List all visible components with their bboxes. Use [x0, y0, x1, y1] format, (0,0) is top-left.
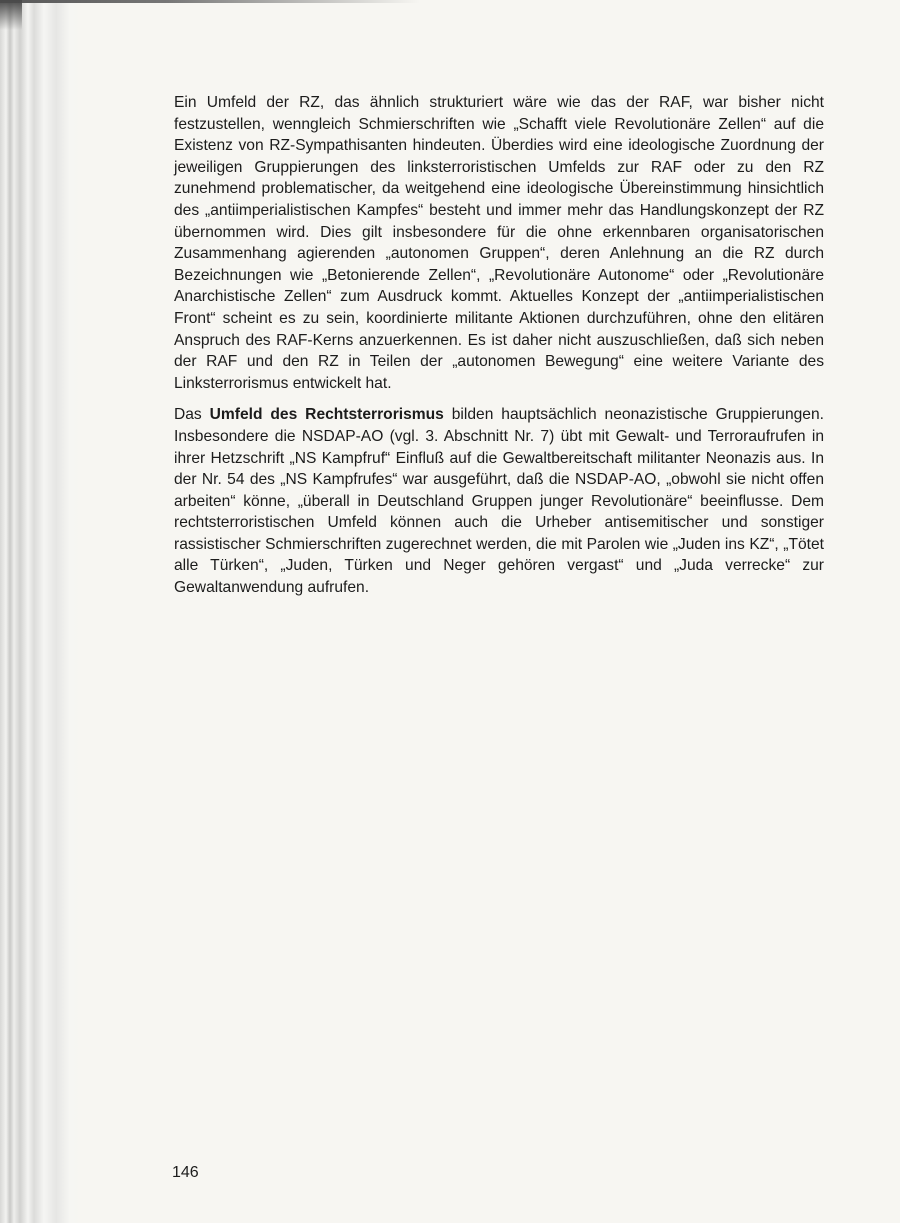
page-body [174, 92, 824, 609]
paragraph-text: Ein Umfeld der RZ, das ähnlich strukturiert wäre wie das der RAF, war bisher nicht festzustellen, wenngleich Schmierschriften wie „Schafft viele Revolutionäre Zellen“ auf die Existenz von RZ-Sympathisanten hindeuten. Überdies wird eine ideologische Zuordnung der jeweiligen Gruppierungen des linksterroristischen Umfelds zur RAF oder zu den RZ zunehmend problematischer, da weitgehend eine ideologische Übereinstimmung hinsichtlich des „antiimperialistischen Kampfes“ besteht und immer mehr das Handlungskonzept der RZ übernommen wird. Dies gilt insbesondere für die ohne erkennbaren organisatorischen Zusammenhang agierenden „autonomen Gruppen“, deren Anlehnung an die RZ durch Bezeichnungen wie „Betonierende Zellen“, „Revolutionäre Autonome“ oder „Revolutionäre Anarchistische Zellen“ zum Ausdruck kommt. Aktuelles Konzept der „antiimperialistischen Front“ scheint es zu sein, koordinierte militante Aktionen durchzuführen, ohne den elitären Anspruch des RAF-Kerns anzuerkennen. Es ist daher nicht auszuschließen, daß sich neben der RAF und den RZ in Teilen der „autonomen Bewegung“ eine weitere Variante des Linksterrorismus entwickelt hat. [174, 94, 824, 392]
paragraph-text-intro: Das [174, 406, 210, 424]
scan-top-edge [0, 0, 420, 3]
page-number: 146 [172, 1164, 199, 1181]
scan-corner-shadow [0, 0, 22, 30]
paragraph-right-wing-environment [174, 404, 824, 598]
paragraph-text-rest: bilden hauptsächlich neonazistische Gruppierungen. Insbesondere die NSDAP-AO (vgl. 3. Abschnitt Nr. 7) übt mit Gewalt- und Terroraufrufen in ihrer Hetzschrift „NS Kampfruf“ Einfluß auf die Gewaltbereitschaft militanter Neonazis aus. In der Nr. 54 des „NS Kampfrufes“ war ausgeführt, daß die NSDAP-AO, „obwohl sie nicht offen arbeiten“ könne, „überall in Deutschland Gruppen junger Revolutionäre“ beeinflusse. Dem rechtsterroristischen Umfeld können auch die Urheber antisemitischer und sonstiger rassistischer Schmierschriften zugerechnet werden, die mit Parolen wie „Juden ins KZ“, „Tötet alle Türken“, „Juden, Türken und Neger gehören vergast“ und „Juda verrecke“ zur Gewaltanwendung aufrufen. [174, 406, 824, 597]
book-binding-edge [0, 0, 82, 1223]
paragraph-left-wing-environment [174, 92, 824, 394]
paragraph-bold-term: Umfeld des Rechtsterrorismus [209, 406, 444, 424]
